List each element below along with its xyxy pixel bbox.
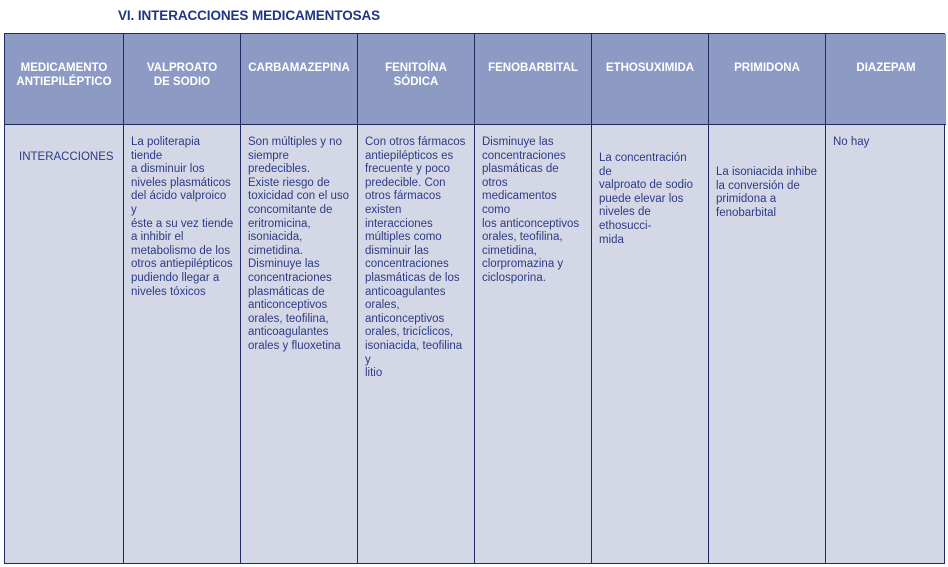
- column-header-primidona: PRIMIDONA: [709, 34, 826, 125]
- cell-primidona: La isoniacida inhibe la conversión de primidona a fenobarbital: [709, 125, 826, 563]
- column-header-ethosuximida: ETHOSUXIMIDA: [592, 34, 709, 125]
- column-header-diazepam: DIAZEPAM: [826, 34, 946, 125]
- cell-valproato: La politerapia tiende a disminuir los niveles plasmáticos del ácido valproico y éste a su vez tiende a inhibir el metabolismo de los otros antiepilépticos pudiendo llegar a niveles tóxicos: [124, 125, 241, 563]
- column-header-medicamento: MEDICAMENTO ANTIEPILÉPTICO: [5, 34, 124, 125]
- column-header-carbamazepina: CARBAMAZEPINA: [241, 34, 358, 125]
- row-label-interacciones: INTERACCIONES: [5, 125, 124, 563]
- column-header-fenitoina: FENITOÍNA SÓDICA: [358, 34, 475, 125]
- cell-fenobarbital: Disminuye las concentraciones plasmáticas de otros medicamentos como los anticonceptivos orales, teofilina, cimetidina, clorpromazina y ciclosporina.: [475, 125, 592, 563]
- cell-carbamazepina: Son múltiples y no siempre predecibles. Existe riesgo de toxicidad con el uso concomitante de eritromicina, isoniacida, cimetidina. Disminuye las concentraciones plasmáticas de anticonceptivos orales, teofilina, anticoagulantes orales y fluoxetina: [241, 125, 358, 563]
- cell-ethosuximida: La concentración de valproato de sodio puede elevar los niveles de ethosucci- mida: [592, 125, 709, 563]
- interactions-table: [4, 33, 945, 564]
- section-title: VI. INTERACCIONES MEDICAMENTOSAS: [118, 8, 381, 23]
- cell-fenitoina: Con otros fármacos antiepilépticos es frecuente y poco predecible. Con otros fármacos existen interacciones múltiples como disminuir las concentraciones plasmáticas de los anticoagulantes orales, anticonceptivos orales, tricíclicos, isoniacida, teofilina y litio: [358, 125, 475, 563]
- column-header-fenobarbital: FENOBARBITAL: [475, 34, 592, 125]
- column-header-valproato: VALPROATO DE SODIO: [124, 34, 241, 125]
- cell-diazepam: No hay: [833, 136, 870, 148]
